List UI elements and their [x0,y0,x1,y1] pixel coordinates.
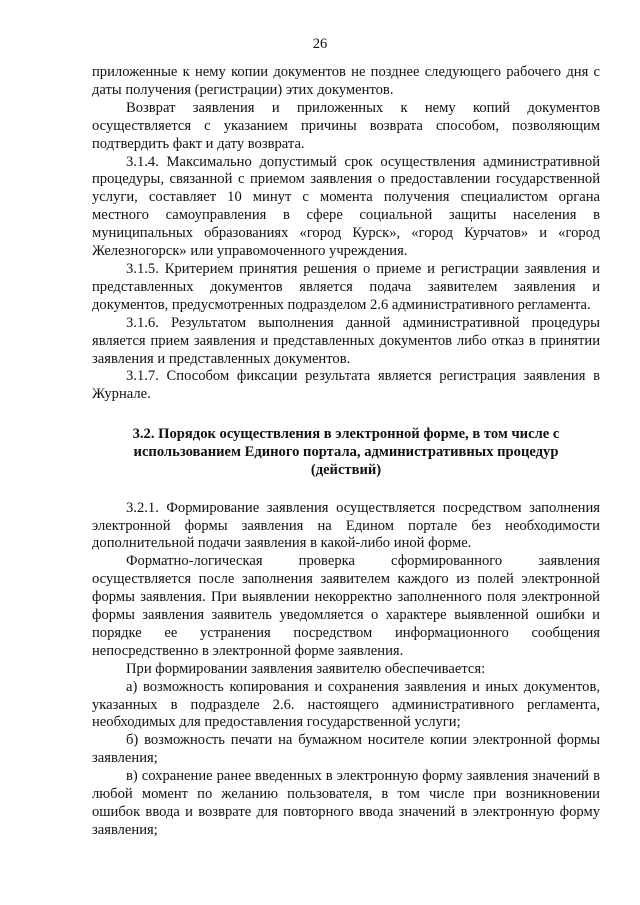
list-item-v: в) сохранение ранее введенных в электронную форму заявления значений в любой момент по желанию пользователя, в том числе при возникновении ошибок ввода и возврате для повторного ввода значений в электронную форму заявления; [92,768,600,838]
paragraph-3-1-6: 3.1.6. Результатом выполнения данной административной процедуры является прием заявления и представленных документов либо отказ в принятии заявления и представленных документов. [92,314,600,367]
paragraph-return: Возврат заявления и приложенных к нему копий документов осуществляется с указанием причины возврата способом, позволяющим подтвердить факт и дату возврата. [92,99,600,152]
list-item-b: б) возможность печати на бумажном носителе копии электронной формы заявления; [92,732,600,767]
section-heading-3-2: 3.2. Порядок осуществления в электронной форме, в том числе с использованием Единого портала, административных процедур (действий) [132,426,560,478]
list-item-a: а) возможность копирования и сохранения заявления и иных документов, указанных в подразделе 2.6. настоящего административного регламента, необходимых для предоставления государственной услуги; [92,678,600,731]
paragraph-3-2-1: 3.2.1. Формирование заявления осуществляется посредством заполнения электронной формы заявления на Едином портале без необходимости дополнительной подачи заявления в какой-либо иной форме. [92,499,600,552]
paragraph-provided-intro: При формировании заявления заявителю обеспечивается: [126,660,486,677]
paragraph-3-1-4: 3.1.4. Максимально допустимый срок осуществления административной процедуры, связанной с приемом заявления о предоставлении государственной услуги, составляет 10 минут с момента получения специалистом органа местного самоуправления в сфере социальной защиты населения в муниципальных образованиях «город Курск», «город Курчатов» и «город Железногорск» или управомоченного учреждения. [92,153,600,260]
paragraph-format-check: Форматно-логическая проверка сформированного заявления осуществляется после заполнения заявителем каждого из полей электронной формы заявления. При выявлении некорректно заполненного поля электронной формы заявления заявитель уведомляется о характере выявленной ошибки и порядке ее устранения посредством информационного сообщения непосредственно в электронной форме заявления. [92,553,600,659]
paragraph-continuation: приложенные к нему копии документов не позднее следующего рабочего дня с даты получения (регистрации) этих документов. [92,64,600,98]
paragraph-3-1-7: 3.1.7. Способом фиксации результата является регистрация заявления в Журнале. [92,368,600,403]
paragraph-3-1-5: 3.1.5. Критерием принятия решения о приеме и регистрации заявления и представленных документов является подача заявителем заявления и документов, предусмотренных подразделом 2.6 административного регламента. [92,260,600,313]
page-content [92,64,600,840]
page-number: 26 [312,36,328,52]
